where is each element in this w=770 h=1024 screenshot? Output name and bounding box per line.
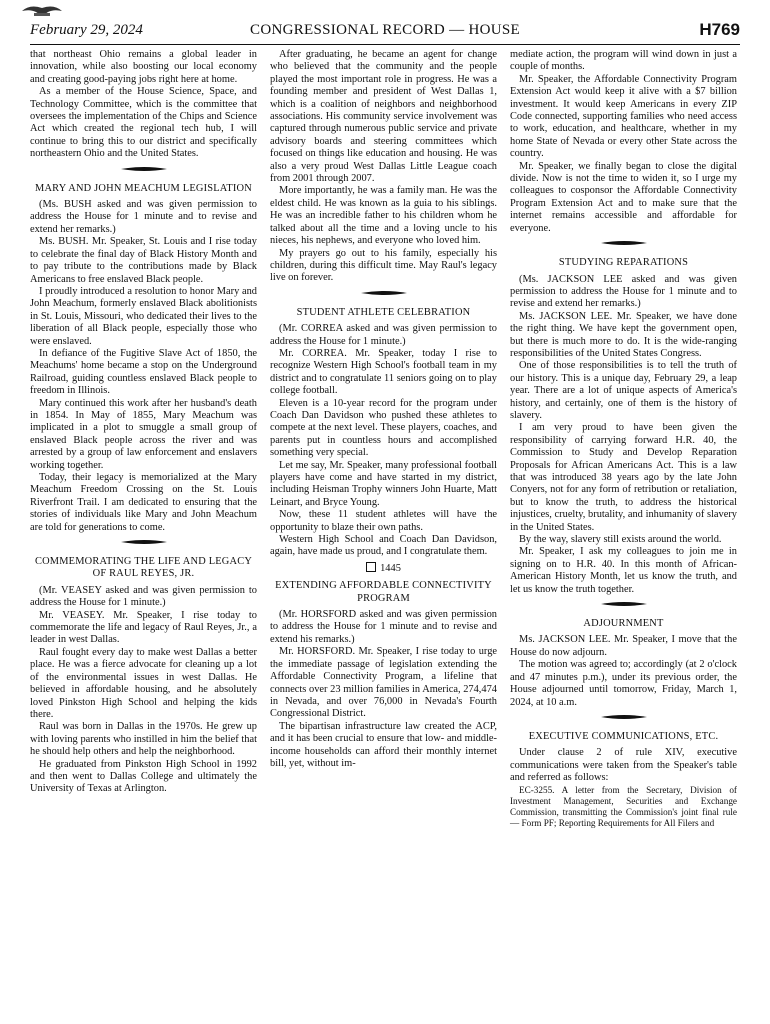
paragraph: One of those responsibilities is to tell the truth of our history. This is a unique day, February 29, a leap year. There are a lot of unique aspects of America's history, and certainly, one of them is the history of slavery.: [510, 360, 737, 421]
paragraph: Western High School and Coach Dan Davidson, again, have made us proud, and I congratulate them.: [270, 534, 497, 558]
paragraph: Under clause 2 of rule XIV, executive communications were taken from the Speaker's table and referred as follows:: [510, 747, 737, 784]
paragraph: The bipartisan infrastructure law created the ACP, and it has been crucial to ensure that low- and middle-income households can afford their monthly internet bill, yet, without im-: [270, 720, 497, 769]
paragraph: Mr. VEASEY. Mr. Speaker, I rise today to commemorate the life and legacy of Raul Reyes, Jr., a leader in west Dallas.: [30, 609, 257, 646]
paragraph: (Mr. HORSFORD asked and was given permission to address the House for 1 minute and to revise and extend his remarks.): [270, 609, 497, 645]
column-1: [30, 49, 257, 796]
section-heading: COMMEMORATING THE LIFE AND LEGACY OF RAUL REYES, JR.: [34, 556, 253, 580]
paragraph: (Ms. BUSH asked and was given permission to address the House for 1 minute and to revise and extend her remarks.): [30, 199, 257, 235]
paragraph: Ms. BUSH. Mr. Speaker, St. Louis and I rise today to celebrate the final day of Black History Month and to pay tribute to the contributions made by Black Americans to free enslaved Black people.: [30, 236, 257, 285]
paragraph: I am very proud to have been given the responsibility of carrying forward H.R. 40, the Commission to Study and Develop Reparation Proposals for African Americans Act. This is a law that was introduced 38 years ago by the late John Conyers, not for any form of retribution or retaliation, but to know the truth, to address the historical injustices, cruelty, brutality, and inhumanity of slavery in the United States.: [510, 422, 737, 533]
section-divider-icon: [510, 599, 737, 613]
paragraph: (Mr. VEASEY asked and was given permission to address the House for 1 minute.): [30, 584, 257, 609]
column-3: [510, 49, 737, 830]
paragraph: Eleven is a 10-year record for the program under Coach Dan Davidson who pushed these athletes to compete at the next level. These players, coaches, and parents put in countless hours and accomplished something very special.: [270, 397, 497, 459]
paragraph: In defiance of the Fugitive Slave Act of 1850, the Meachums' home became a stop on the Underground Railroad, guiding countless enslaved Black people to freedom in Illinois.: [30, 347, 257, 397]
paragraph: More importantly, he was a family man. He was the eldest child. He was known as la guia to his siblings. He was an incredible father to his children whom he talked about all the time and a loving uncle to his nieces, his nephews, and everyone who loved him.: [270, 185, 497, 247]
paragraph: Raul was born in Dallas in the 1970s. He grew up with loving parents who instilled in him the belief that he should help others and help the neighborhood.: [30, 721, 257, 758]
section-heading: MARY AND JOHN MEACHUM LEGISLATION: [35, 182, 252, 194]
paragraph: Mr. HORSFORD. Mr. Speaker, I rise today to urge the immediate passage of legislation extending the Affordable Connectivity Program, a lifeline that connects over 23 million families in America, 274,474 in Nevada, and over 76,000 in Nevada's Fourth Congressional District.: [270, 646, 497, 720]
paragraph: Today, their legacy is memorialized at the Mary Meachum Freedom Crossing on the St. Louis Riverfront Trail. I am dedicated to ensuring that the stories of individuals like Mary and John Meachum are told for generations to come.: [30, 472, 257, 533]
header-page-number: H769: [699, 20, 740, 39]
paragraph: Let me say, Mr. Speaker, many professional football players have come and have started in my district, including Heisman Trophy winners John Huarte, Matt Leinart, and Bryce Young.: [270, 459, 497, 508]
paragraph: My prayers go out to his family, especially his children, during this difficult time. May Raul's legacy live on forever.: [270, 247, 497, 284]
paragraph: Ms. JACKSON LEE. Mr. Speaker, we have done the right thing. We have kept the government open, but there is much more to do. It is the wide-ranging responsibilities of the United States Congress.: [510, 310, 737, 359]
paragraph: I proudly introduced a resolution to honor Mary and John Meachum, formerly enslaved Black abolitionists in St. Louis, Missouri, who dedicated their lives to the liberation of all Black people, especially those who were enslaved.: [30, 285, 257, 347]
paragraph: As a member of the House Science, Space, and Technology Committee, which is the committee that oversees the implementation of the Chips and Science Act which created the regional tech hub, I will continue to bring this to our district and specifically northeastern Ohio and the United States.: [30, 86, 257, 160]
paragraph: By the way, slavery still exists around the world.: [519, 534, 722, 546]
paragraph: Mr. Speaker, the Affordable Connectivity Program Extension Act would keep it alive with a $7 billion investment. It would keep Americans in every ZIP Code connected, supporting families who need access to work, education, and healthcare, whether in my home State of Nevada or every other State across the country.: [510, 73, 737, 160]
section-divider-icon: [510, 712, 737, 726]
paragraph: Raul fought every day to make west Dallas a better place. He was a fierce advocate for cleaning up a lot of the environmental issues in west Dallas. He believed in affordable housing, and he absolutely loved Pinkston High School and helping the kids there.: [30, 646, 257, 720]
paragraph: (Mr. CORREA asked and was given permission to address the House for 1 minute.): [270, 323, 497, 347]
column-2: [270, 49, 497, 770]
paragraph: that northeast Ohio remains a global leader in innovation, while also boosting our local economy and creating good-paying jobs right here at home.: [30, 49, 257, 85]
checkbox-square-icon: [366, 562, 376, 572]
paragraph: Ms. JACKSON LEE. Mr. Speaker, I move that the House do now adjourn.: [510, 634, 737, 658]
paragraph: mediate action, the program will wind down in just a couple of months.: [510, 49, 737, 73]
section-divider-icon: [270, 288, 497, 302]
section-heading: ADJOURNMENT: [583, 618, 664, 630]
section-divider-icon: [30, 164, 257, 178]
paragraph: Mr. Speaker, I ask my colleagues to join me in signing on to H.R. 40. In this month of African-American History Month, let us know the truth, and let us know the truth together.: [510, 546, 737, 595]
page-header: [0, 0, 770, 46]
paragraph: He graduated from Pinkston High School in 1992 and then went to Dallas College and ultimately the University of Texas at Arlington.: [30, 758, 257, 795]
time-marker-label: 1445: [380, 562, 401, 574]
header-title: CONGRESSIONAL RECORD — HOUSE: [250, 22, 520, 38]
section-divider-icon: [510, 238, 737, 252]
section-divider-icon: [30, 537, 257, 551]
header-date: February 29, 2024: [30, 22, 143, 38]
paragraph: Mr. CORREA. Mr. Speaker, today I rise to recognize Western High School's football team in my district and to congratulate 11 seniors going on to play college football.: [270, 347, 497, 397]
paragraph: Mr. Speaker, we finally began to close the digital divide. Now is not the time to widen it, so I urge my colleagues to cosponsor the Affordable Connectivity Program Extension Act and to make sure that the internet remains accessible and affordable for everyone.: [510, 160, 737, 234]
time-marker: [270, 562, 497, 575]
paragraph: Mary continued this work after her husband's death in 1854. In May of 1855, Mary Meachum was implicated in a plot to smuggle a small group of enslaved Black people across the river and was arrested by a group of law enforcement and enslavers working together.: [30, 397, 257, 471]
header-rule: [30, 44, 740, 45]
section-heading: STUDENT ATHLETE CELEBRATION: [296, 306, 471, 318]
paragraph: After graduating, he became an agent for change who believed that the community and the people played the most important role in progress. He was a founding member and president of West Dallas 1, which is a coalition of neighbors and neighborhood associations. His community service involvement was captured through numerous public service and private advisory boards and steering committees which focused on things like education and housing. He was also a very proud West Dallas Little League coach from 2001 through 2007.: [270, 49, 497, 185]
section-heading: STUDYING REPARATIONS: [558, 257, 689, 269]
paragraph: Now, these 11 student athletes will have the opportunity to blaze their own paths.: [270, 509, 497, 533]
paragraph: (Ms. JACKSON LEE asked and was given permission to address the House for 1 minute and to revise and extend her remarks.): [510, 273, 737, 310]
section-heading: EXTENDING AFFORDABLE CONNECTIVITY PROGRAM: [275, 580, 492, 604]
section-heading: EXECUTIVE COMMUNICATIONS, ETC.: [528, 730, 719, 742]
paragraph: The motion was agreed to; accordingly (at 2 o'clock and 47 minutes p.m.), under its previous order, the House adjourned until tomorrow, Friday, March 1, 2024, at 10 a.m.: [510, 659, 737, 708]
eagle-logo-icon: [20, 2, 64, 18]
paragraph: EC-3255. A letter from the Secretary, Division of Investment Management, Securities and Exchange Commission, transmitting the Commission's joint final rule — Form PF; Reporting Requirements for All Filers and: [510, 784, 737, 829]
